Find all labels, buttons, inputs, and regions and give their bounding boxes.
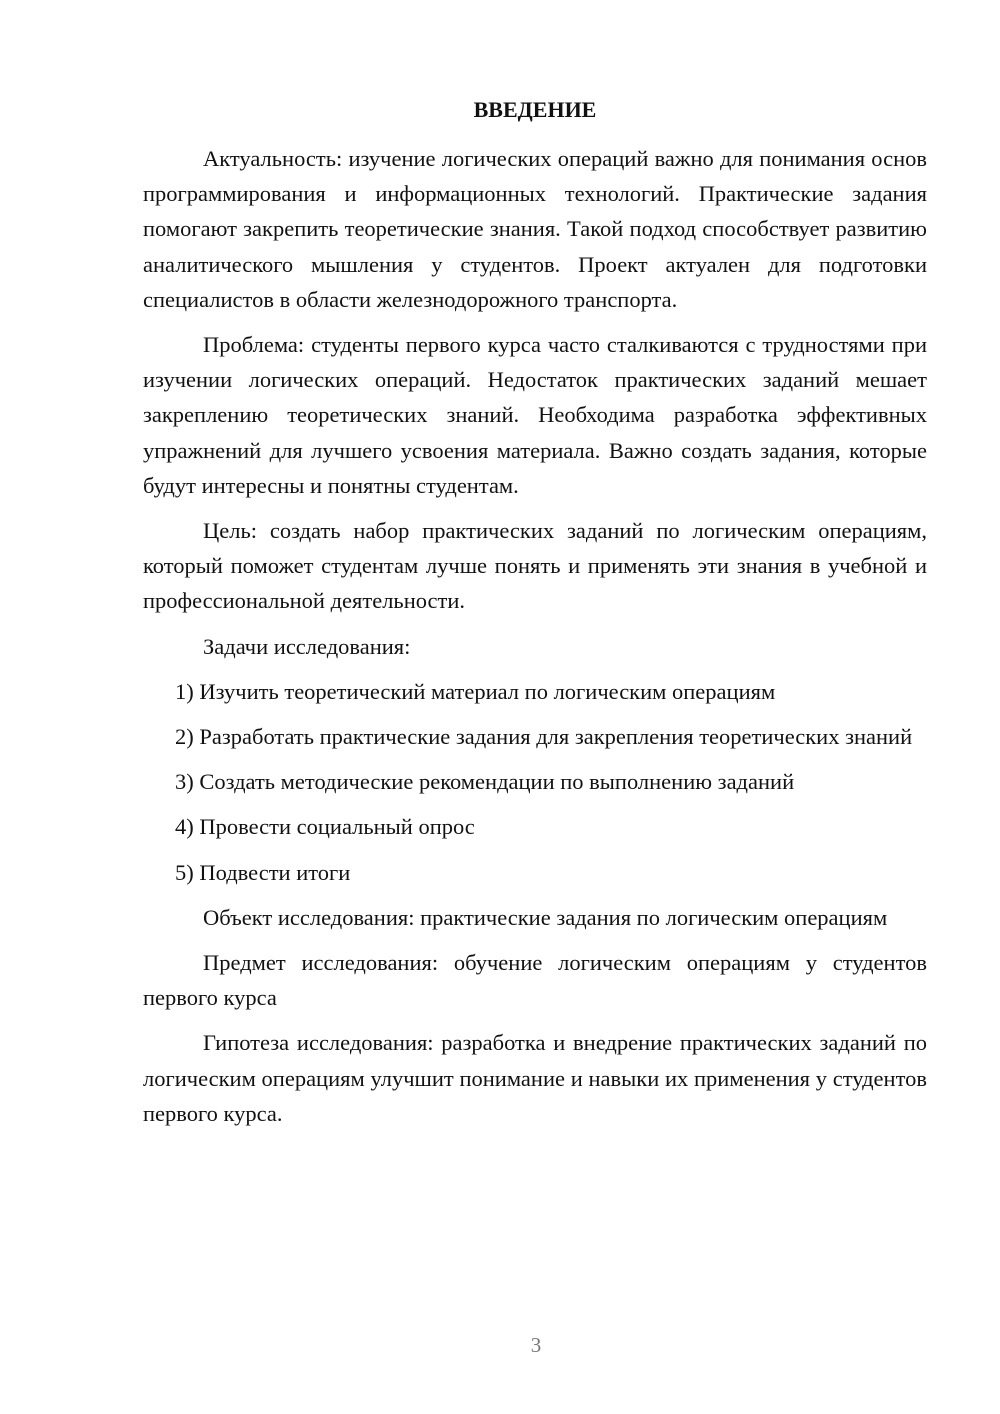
document-body xyxy=(143,94,927,1141)
goal-paragraph: Цель: создать набор практических заданий по логическим операциям, который поможет студентам лучше понять и применять эти знания в учебной и профессиональной деятельности. xyxy=(143,518,927,614)
task-item: 2) Разработать практические задания для закрепления теоретических знаний xyxy=(175,724,913,750)
task-item: 3) Создать методические рекомендации по выполнению заданий xyxy=(175,769,795,795)
hypothesis-paragraph: Гипотеза исследования: разработка и внедрение практических заданий по логическим операциям улучшит понимание и навыки их применения у студентов первого курса. xyxy=(143,1030,927,1126)
task-item: 5) Подвести итоги xyxy=(175,859,351,885)
object-paragraph: Объект исследования: практические задания по логическим операциям xyxy=(203,904,888,930)
subject-paragraph: Предмет исследования: обучение логическим операциям у студентов первого курса xyxy=(143,950,927,1011)
tasks-heading: Задачи исследования: xyxy=(203,633,411,659)
task-item: 1) Изучить теоретический материал по логическим операциям xyxy=(175,678,776,704)
section-heading: ВВЕДЕНИЕ xyxy=(473,97,597,122)
page-number: 3 xyxy=(530,1333,542,1357)
relevance-paragraph: Актуальность: изучение логических операций важно для понимания основ программирования и информационных технологий. Практические задания помогают закрепить теоретические знания. Такой подход способствует развитию аналитического мышления у студентов. Проект актуален для подготовки специалистов в области железнодорожного транспорта. xyxy=(143,146,927,312)
task-item: 4) Провести социальный опрос xyxy=(175,814,475,840)
problem-paragraph: Проблема: студенты первого курса часто сталкиваются с трудностями при изучении логических операций. Недостаток практических заданий мешает закреплению теоретических знаний. Необходима разработка эффективных упражнений для лучшего усвоения материала. Важно создать задания, которые будут интересны и понятны студентам. xyxy=(143,332,927,498)
